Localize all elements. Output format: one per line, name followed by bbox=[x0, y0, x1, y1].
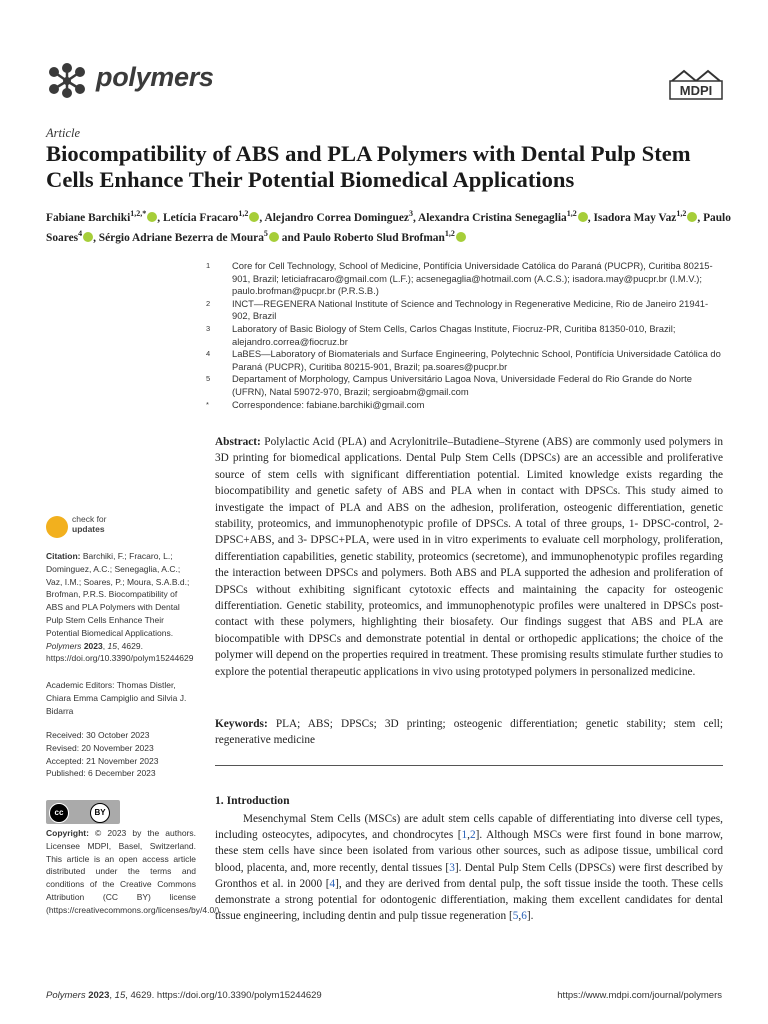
affiliations bbox=[206, 260, 726, 411]
orcid-icon[interactable] bbox=[687, 212, 697, 222]
footer-volume: 15 bbox=[114, 990, 126, 1001]
citation-volume: 15 bbox=[107, 640, 117, 651]
author-name: Paulo Roberto Slud Brofman bbox=[302, 231, 445, 244]
intro-text: , bbox=[467, 829, 470, 842]
reference-link[interactable]: 5 bbox=[512, 910, 519, 923]
author-list: Fabiane Barchiki$^{1,2,*}$ , Letícia Fracaro$^{1,2}$ , Alejandro Correa Dominguez$^3$, Alexandra Cristina Senegaglia$^{1,2}$ , Isadora May Vaz$^{1,2}$ , Paulo Soares$^4$ , Sérgio Adriane Bezerra de Moura$^5$ and Paulo Roberto Slud Brofman$^{1,2}$ bbox=[46, 209, 731, 244]
by-icon: BY bbox=[90, 803, 110, 823]
author-affiliation-sup: 5 bbox=[263, 228, 268, 238]
citation-label: Citation: bbox=[46, 551, 81, 561]
author-name: Letícia Fracaro bbox=[163, 211, 239, 224]
footer-journal: Polymers bbox=[46, 990, 86, 1001]
intro-text: ], and they are derived from dental pulp, the soft tissue inside the tooth. These cells demonstrate a strong potential for odontogenic differentiation, making them excellent candidates for dental tissue engineering, including dentin and pulp tissue regeneration [ bbox=[215, 877, 723, 923]
affiliation-item bbox=[206, 373, 726, 398]
affiliation-text: Correspondence: fabiane.barchiki@gmail.com bbox=[232, 398, 425, 410]
intro-text: , bbox=[518, 910, 522, 923]
affiliation-number: * bbox=[206, 399, 209, 409]
reference-link[interactable]: 6 bbox=[521, 910, 527, 923]
keywords bbox=[215, 716, 723, 749]
section-heading: 1. Introduction bbox=[215, 794, 290, 807]
date-published: Published: 6 December 2023 bbox=[46, 768, 156, 779]
author-affiliation-sup: 1,2,* bbox=[130, 209, 147, 218]
date-revised: Revised: 20 November 2023 bbox=[46, 742, 154, 753]
author-affiliation-sup: 4 bbox=[78, 228, 83, 238]
author-name: Alexandra Cristina Senegaglia bbox=[418, 211, 567, 224]
orcid-icon[interactable] bbox=[249, 212, 259, 222]
journal-logo-icon bbox=[46, 62, 88, 100]
author-affiliation-sup: 3 bbox=[408, 209, 413, 218]
author-affiliation-sup: 1,2 bbox=[238, 209, 249, 218]
author-affiliation-sup: 1,2 bbox=[566, 209, 577, 218]
affiliation-item bbox=[206, 260, 726, 298]
citation-text: Barchiki, F.; Fracaro, L.; Dominguez, A.C.; Senegaglia, A.C.; Vaz, I.M.; Soares, P.; Moura, S.A.B.d.; Brofman, P.R.S. Biocompatibility of ABS and PLA Polymers with Dental Pulp Stem Cells Enhance Their Potential Biomedical Applications. bbox=[46, 551, 190, 638]
author-affiliation-sup: 1,2 bbox=[444, 228, 455, 238]
affiliation-item bbox=[206, 298, 726, 323]
journal-name: polymers bbox=[96, 62, 214, 92]
citation-block: Citation: Barchiki, F.; Fracaro, L.; Dominguez, A.C.; Senegaglia, A.C.; Vaz, I.M.; Soares, P.; Moura, S.A.B.d.; Brofman, P.R.S. Biocompatibility of ABS and PLA Polymers with Dental Pulp Stem Cells Enhance Their Potential Biomedical Applications. Polymers 2023, 15, 4629. https://doi.org/10.3390/polym15244629 bbox=[46, 551, 194, 664]
mdpi-logo[interactable] bbox=[668, 67, 724, 101]
reference-link[interactable]: 1 bbox=[461, 829, 468, 842]
citation-doi[interactable]: , 4629. https://doi.org/10.3390/polym15244629 bbox=[46, 640, 194, 664]
orcid-icon[interactable] bbox=[147, 212, 157, 222]
author-name: Paulo Soares bbox=[46, 211, 731, 244]
check-updates-icon bbox=[46, 516, 68, 538]
intro-text: Mesenchymal Stem Cells (MSCs) are adult stem cells capable of differentiating into diverse cell types, including osteocytes, adipocytes, and chondrocytes [ bbox=[215, 813, 723, 842]
intro-text: ]. Although MSCs were first found in bone marrow, these stem cells have since been isolated from various other sources, such as adipose tissue, umbilical cord blood, placenta, and, more recently, dental tissues [ bbox=[215, 829, 723, 874]
divider bbox=[215, 765, 723, 766]
affiliation-number: 3 bbox=[206, 323, 211, 333]
affiliation-text: Core for Cell Technology, School of Medicine, Pontifícia Universidade Católica do Paraná (PUCPR), Curitiba 80215-901, Brazil; leticiafracaro@gmail.com (L.F.); acsenegaglia@hotmail.com (A.C.S.); isadora.may@pucpr.br (I.M.V.); paulo.brofman@pucpr.br (P.R.S.B.) bbox=[232, 260, 713, 297]
intro-text: ]. Dental Pulp Stem Cells (DPSCs) were first described by Gronthos et al. in 2000 [ bbox=[215, 861, 724, 890]
citation-year: 2023 bbox=[83, 640, 103, 651]
cc-icon: cc bbox=[49, 803, 69, 823]
affiliation-number: 5 bbox=[206, 374, 211, 384]
affiliation-item bbox=[206, 323, 726, 348]
keywords-label: Keywords: bbox=[215, 718, 268, 730]
orcid-icon[interactable] bbox=[456, 232, 466, 242]
author-affiliation-sup: 1,2 bbox=[676, 209, 687, 218]
reference-link[interactable]: 3 bbox=[449, 861, 455, 874]
copyright-label: Copyright: bbox=[46, 828, 89, 838]
orcid-icon[interactable] bbox=[83, 232, 93, 242]
orcid-icon[interactable] bbox=[578, 212, 588, 222]
keywords-text: PLA; ABS; DPSCs; 3D printing; osteogenic differentiation; genetic stability; stem cell; regenerative medicine bbox=[215, 718, 723, 747]
affiliation-text: INCT—REGENERA National Institute of Science and Technology in Regenerative Medicine, Rio de Janeiro 21941-902, Brazil bbox=[232, 297, 709, 322]
reference-link[interactable]: 4 bbox=[329, 877, 336, 890]
author-name: Isadora May Vaz bbox=[593, 211, 677, 224]
abstract bbox=[215, 434, 723, 680]
footer-journal-url[interactable]: https://www.mdpi.com/journal/polymers bbox=[557, 990, 722, 1001]
paper-title: Biocompatibility of ABS and PLA Polymers with Dental Pulp Stem Cells Enhance Their Potential Biomedical Applications bbox=[46, 141, 691, 192]
dates-block bbox=[46, 729, 196, 780]
footer-citation: Polymers 2023, 15, 4629. https://doi.org/10.3390/polym15244629 bbox=[46, 990, 322, 1001]
academic-editors: Academic Editors: Thomas Distler, Chiara Emma Campiglio and Silvia J. Bidarra bbox=[46, 680, 187, 716]
date-accepted: Accepted: 21 November 2023 bbox=[46, 755, 159, 766]
abstract-text: Polylactic Acid (PLA) and Acrylonitrile–Butadiene–Styrene (ABS) are commonly used polymers in 3D printing for biomedical applications. Dental Pulp Stem Cells (DPSCs) are an accessible and proliferative source of stem cells with significant differentiation potential. Limited knowledge exists regarding the biocompatibility and genetic safety of ABS and PLA when in contact with DPSCs. This study aimed to investigate the impact of PLA and ABS on the adhesion, proliferation, osteogenic differentiation, genetic stability, proteomics, and immunophenotypic profile of DPSCs. A total of three groups, 1- DPSC-control, 2- DPSC+ABS, and 3- DPSC+PLA, were used in in vitro experiments to evaluate cell morphology, proliferation, differentiation capabilities, genetic stability, proteomics (secretome), and immunophenotypic profiles regarding the interaction between DPSCs and polymers. Both ABS and PLA supported the adhesion and proliferation of DPSCs without exhibiting significant cytotoxic effects and maintaining the capacity for osteogenic differentiation. Genetic stability, proteomics, and immunophenotypic profiles were unaltered in DPSCs post-contact with these polymers, highlighting their biosafety. Our findings suggest that ABS and PLA are biocompatible with DPSCs and demonstrate potential in dental or orthopedic applications; the choice of the polymer will depend on the properties required in treatment. These promising results stimulate further studies to explore the potential therapeutic applications in vivo using prototyped polymers in personalized medicine. bbox=[215, 436, 723, 678]
affiliation-number: 1 bbox=[206, 261, 211, 270]
abstract-label: Abstract: bbox=[215, 436, 261, 448]
intro-paragraph bbox=[215, 811, 723, 924]
date-received: Received: 30 October 2023 bbox=[46, 730, 150, 740]
affiliation-number: 4 bbox=[206, 349, 211, 359]
check-updates-line2: updates bbox=[72, 524, 105, 534]
author-name: Fabiane Barchiki bbox=[46, 211, 131, 224]
affiliation-item bbox=[206, 348, 726, 373]
affiliation-text: LaBES—Laboratory of Biomaterials and Surface Engineering, Polytechnic School, Pontifícia Universidade Católica do Paraná (PUCPR), Curitiba 80215-901, Brazil; pa.soares@pucpr.br bbox=[232, 348, 721, 372]
article-type: Article bbox=[46, 126, 81, 140]
cc-by-license-badge[interactable] bbox=[46, 800, 120, 824]
copyright-block bbox=[46, 827, 222, 917]
check-updates-line1: check for bbox=[72, 514, 107, 524]
affiliation-number: 2 bbox=[206, 298, 211, 308]
affiliation-text: Laboratory of Basic Biology of Stem Cells, Carlos Chagas Institute, Fiocruz-PR, Curitiba 81350-010, Brazil; alejandro.correa@fiocruz.br bbox=[232, 322, 676, 347]
orcid-icon[interactable] bbox=[269, 232, 279, 242]
mdpi-logo-text: MDPI bbox=[679, 83, 713, 98]
check-for-updates-button[interactable] bbox=[46, 514, 126, 542]
footer-doi[interactable]: , 4629. https://doi.org/10.3390/polym15244629 bbox=[125, 990, 322, 1001]
affiliation-text: Departament of Morphology, Campus Universitário Lagoa Nova, Universidade Federal do Rio Grande do Norte (UFRN), Natal 59072-970, Brazil; sergioabm@gmail.com bbox=[232, 373, 692, 397]
intro-text: ]. bbox=[526, 910, 534, 923]
affiliation-item bbox=[206, 399, 726, 412]
author-name: Alejandro Correa Dominguez bbox=[264, 211, 409, 224]
author-name: Sérgio Adriane Bezerra de Moura bbox=[98, 231, 264, 244]
footer-year: 2023 bbox=[88, 990, 110, 1001]
citation-journal: Polymers bbox=[46, 640, 82, 651]
reference-link[interactable]: 2 bbox=[469, 829, 476, 842]
copyright-text: © 2023 by the authors. Licensee MDPI, Basel, Switzerland. This article is an open access article distributed under the terms and conditions of the Creative Commons Attribution (CC BY) license (https://creativecommons.org/licenses/by/4.0/). bbox=[46, 828, 222, 915]
